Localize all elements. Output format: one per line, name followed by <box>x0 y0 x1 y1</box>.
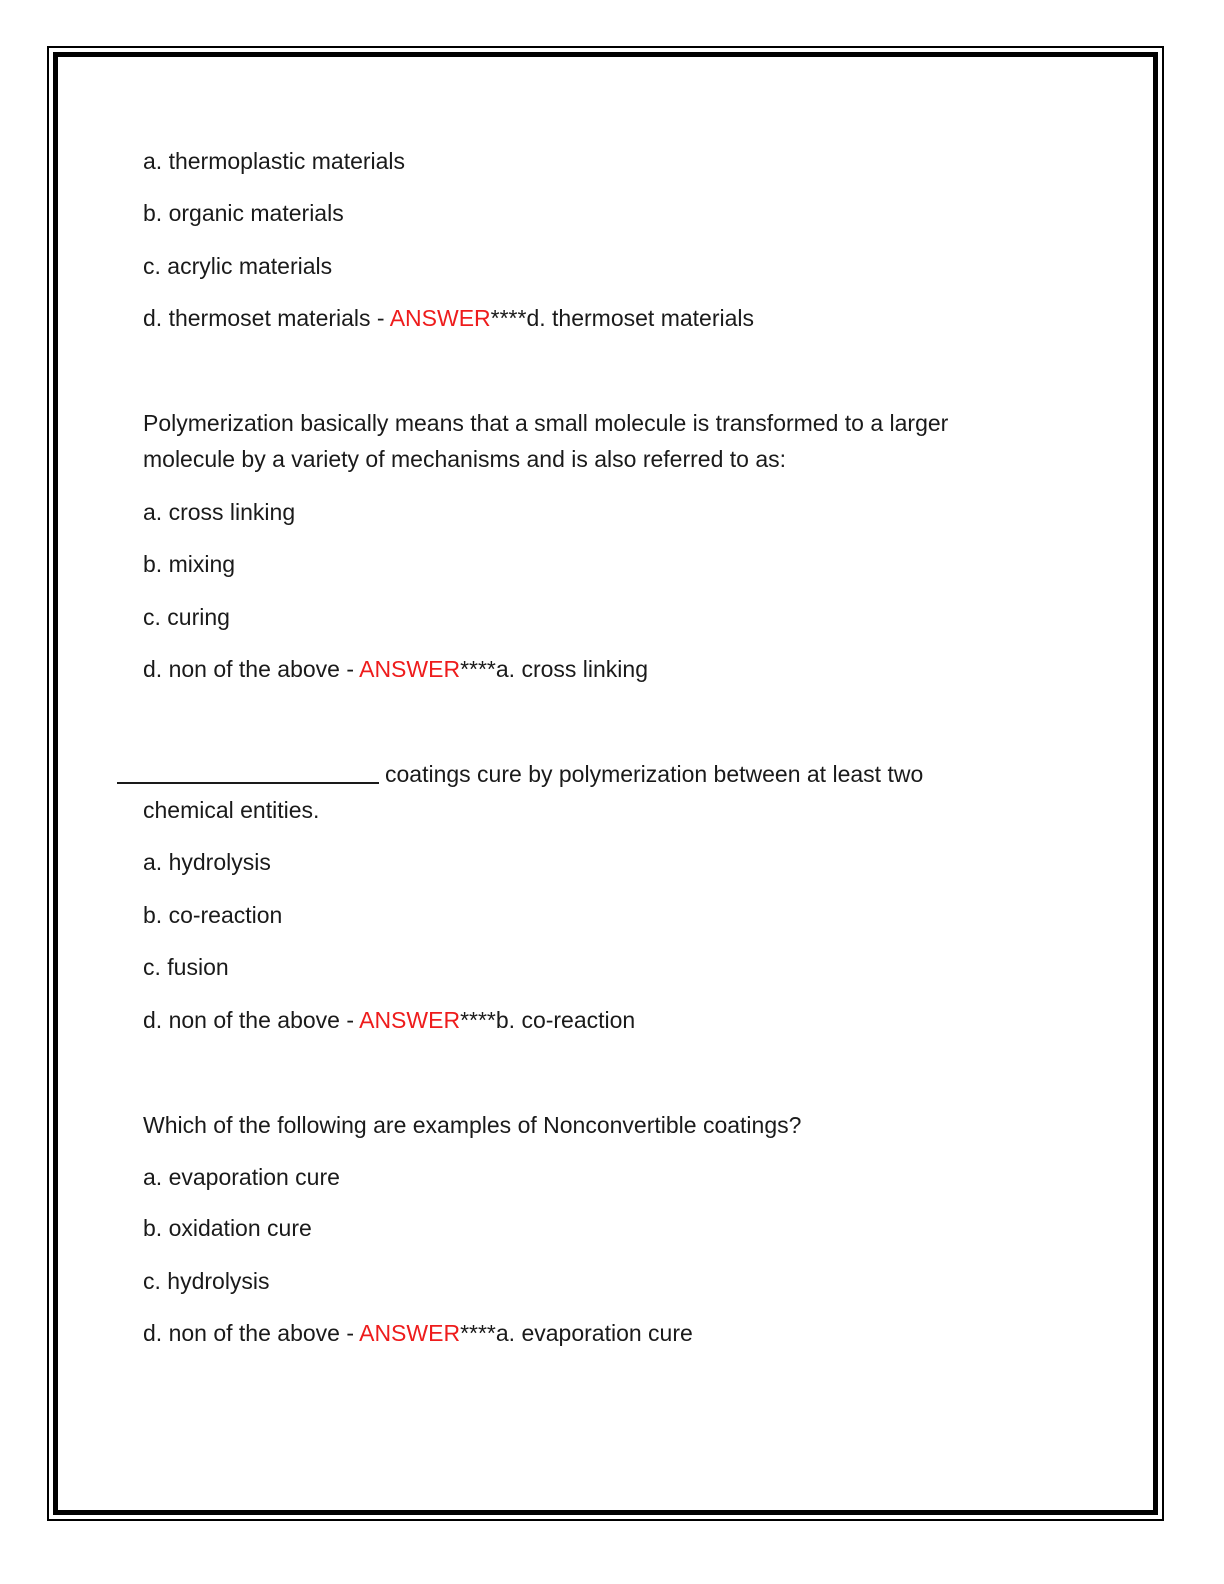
q3-stem-text: coatings cure by polymerization between at least two <box>385 761 924 787</box>
q1-answer: d. thermoset materials <box>526 305 754 331</box>
q2-stem-line-2: molecule by a variety of mechanisms and is also referred to as: <box>143 446 787 472</box>
q4-option-a: a. evaporation cure <box>143 1164 340 1190</box>
answer-label: ANSWER <box>359 1320 461 1346</box>
answer-separator: - <box>339 1007 360 1033</box>
q2-option-c: c. curing <box>143 604 230 630</box>
q3-option-d-with-answer <box>143 1006 635 1034</box>
q1-option-c: c. acrylic materials <box>143 253 333 279</box>
q3-answer: b. co-reaction <box>495 1007 636 1033</box>
q2-stem-line-1: Polymerization basically means that a small molecule is transformed to a larger <box>143 410 949 436</box>
answer-separator: - <box>339 1320 360 1346</box>
q2-option-d: d. non of the above <box>143 656 340 682</box>
q3-stem-line-2: chemical entities. <box>143 797 320 823</box>
answer-marker: **** <box>460 1007 496 1033</box>
q1-option-b: b. organic materials <box>143 200 344 226</box>
q3-option-c: c. fusion <box>143 954 229 980</box>
q3-option-b: b. co-reaction <box>143 902 283 928</box>
q4-stem-line-1: Which of the following are examples of Nonconvertible coatings? <box>143 1112 802 1138</box>
answer-label: ANSWER <box>359 1007 461 1033</box>
answer-marker: **** <box>460 1320 496 1346</box>
q1-option-d-with-answer <box>143 304 754 332</box>
q4-option-b: b. oxidation cure <box>143 1215 312 1241</box>
q1-option-a: a. thermoplastic materials <box>143 148 406 174</box>
q2-option-d-with-answer <box>143 655 648 683</box>
q3-option-d: d. non of the above <box>143 1007 340 1033</box>
q1-option-d: d. thermoset materials <box>143 305 371 331</box>
answer-label: ANSWER <box>359 656 461 682</box>
answer-label: ANSWER <box>389 305 491 331</box>
q4-answer: a. evaporation cure <box>495 1320 693 1346</box>
q4-option-c: c. hydrolysis <box>143 1268 270 1294</box>
answer-marker: **** <box>490 305 527 331</box>
q4-option-d-with-answer <box>143 1319 693 1347</box>
q3-option-a: a. hydrolysis <box>143 849 271 875</box>
q4-option-d: d. non of the above <box>143 1320 340 1346</box>
q2-answer: a. cross linking <box>495 656 648 682</box>
q2-option-a: a. cross linking <box>143 499 296 525</box>
q2-option-b: b. mixing <box>143 551 236 577</box>
fill-in-blank <box>117 762 379 784</box>
answer-marker: **** <box>460 656 496 682</box>
answer-separator: - <box>370 305 390 331</box>
answer-separator: - <box>339 656 360 682</box>
q3-stem-line-1 <box>117 760 923 788</box>
